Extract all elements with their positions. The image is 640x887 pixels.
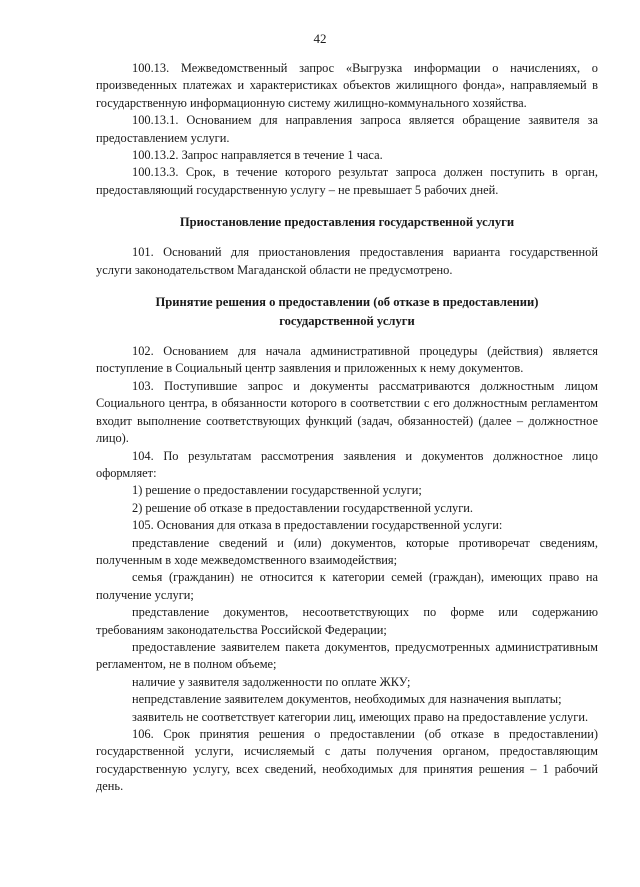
section-heading-suspension: Приостановление предоставления государственной услуги xyxy=(179,215,515,230)
list-item-2: 2) решение об отказе в предоставлении государственной услуги. xyxy=(132,500,474,515)
refusal-ground-1: представление сведений и (или) документов, которые противоречат сведениям, полученным в ходе межведомственного взаимодействия; xyxy=(96,535,598,567)
refusal-ground-5: наличие у заявителя задолженности по оплате ЖКУ; xyxy=(132,674,411,689)
paragraph-105: 105. Основания для отказа в предоставлении государственной услуги: xyxy=(132,518,503,533)
refusal-ground-2: семья (гражданин) не относится к категории семей (граждан), имеющих право на получение услуги; xyxy=(96,570,598,602)
paragraph-102: 102. Основанием для начала административной процедуры (действия) является поступление в Социальный центр заявления и приложенных к нему документов. xyxy=(96,344,598,376)
document-body xyxy=(96,60,598,796)
paragraph-100-13-2: 100.13.2. Запрос направляется в течение 1 часа. xyxy=(132,148,383,163)
page-number: 42 xyxy=(313,31,327,46)
refusal-ground-7: заявитель не соответствует категории лиц, имеющих право на предоставление услуги. xyxy=(132,709,589,724)
paragraph-101: 101. Оснований для приостановления предоставления варианта государственной услуги законодательством Магаданской области не предусмотрено. xyxy=(96,245,598,277)
paragraph-100-13-1: 100.13.1. Основанием для направления запроса является обращение заявителя за предоставлением услуги. xyxy=(96,113,598,145)
paragraph-100-13: 100.13. Межведомственный запрос «Выгрузка информации о начислениях, о произведенных платежах и характеристиках объектов жилищного фонда», направляемый в государственную информационную систему жилищно-коммунального хозяйства. xyxy=(96,61,598,110)
refusal-ground-3: представление документов, несоответствующих по форме или содержанию требованиям законодательства Российской Федерации; xyxy=(96,605,598,637)
refusal-ground-4: предоставление заявителем пакета документов, предусмотренных административным регламентом, не в полном объеме; xyxy=(96,639,598,672)
paragraph-103: 103. Поступившие запрос и документы рассматриваются должностным лицом Социального центра, в обязанности которого в соответствии с его должностным регламентом входит выполнение соответствующих функций (задач, обязанностей) (далее – должностное лицо). xyxy=(96,378,598,446)
section-heading-decision: Принятие решения о предоставлении (об отказе в предоставлении) государственной услуги xyxy=(155,295,539,329)
list-item-1: 1) решение о предоставлении государственной услуги; xyxy=(132,483,422,498)
paragraph-104: 104. По результатам рассмотрения заявления и документов должностное лицо оформляет: xyxy=(96,448,598,480)
paragraph-100-13-3: 100.13.3. Срок, в течение которого результат запроса должен поступить в орган, предоставляющий государственную услугу – не превышает 5 рабочих дней. xyxy=(96,165,598,197)
refusal-ground-6: непредставление заявителем документов, необходимых для назначения выплаты; xyxy=(132,692,562,707)
paragraph-106: 106. Срок принятия решения о предоставлении (об отказе в предоставлении) государственной услуги, исчисляемый с даты получения органом, предоставляющим государственную услугу, всех сведений, необходимых для принятия решения – 1 рабочий день. xyxy=(96,727,598,794)
